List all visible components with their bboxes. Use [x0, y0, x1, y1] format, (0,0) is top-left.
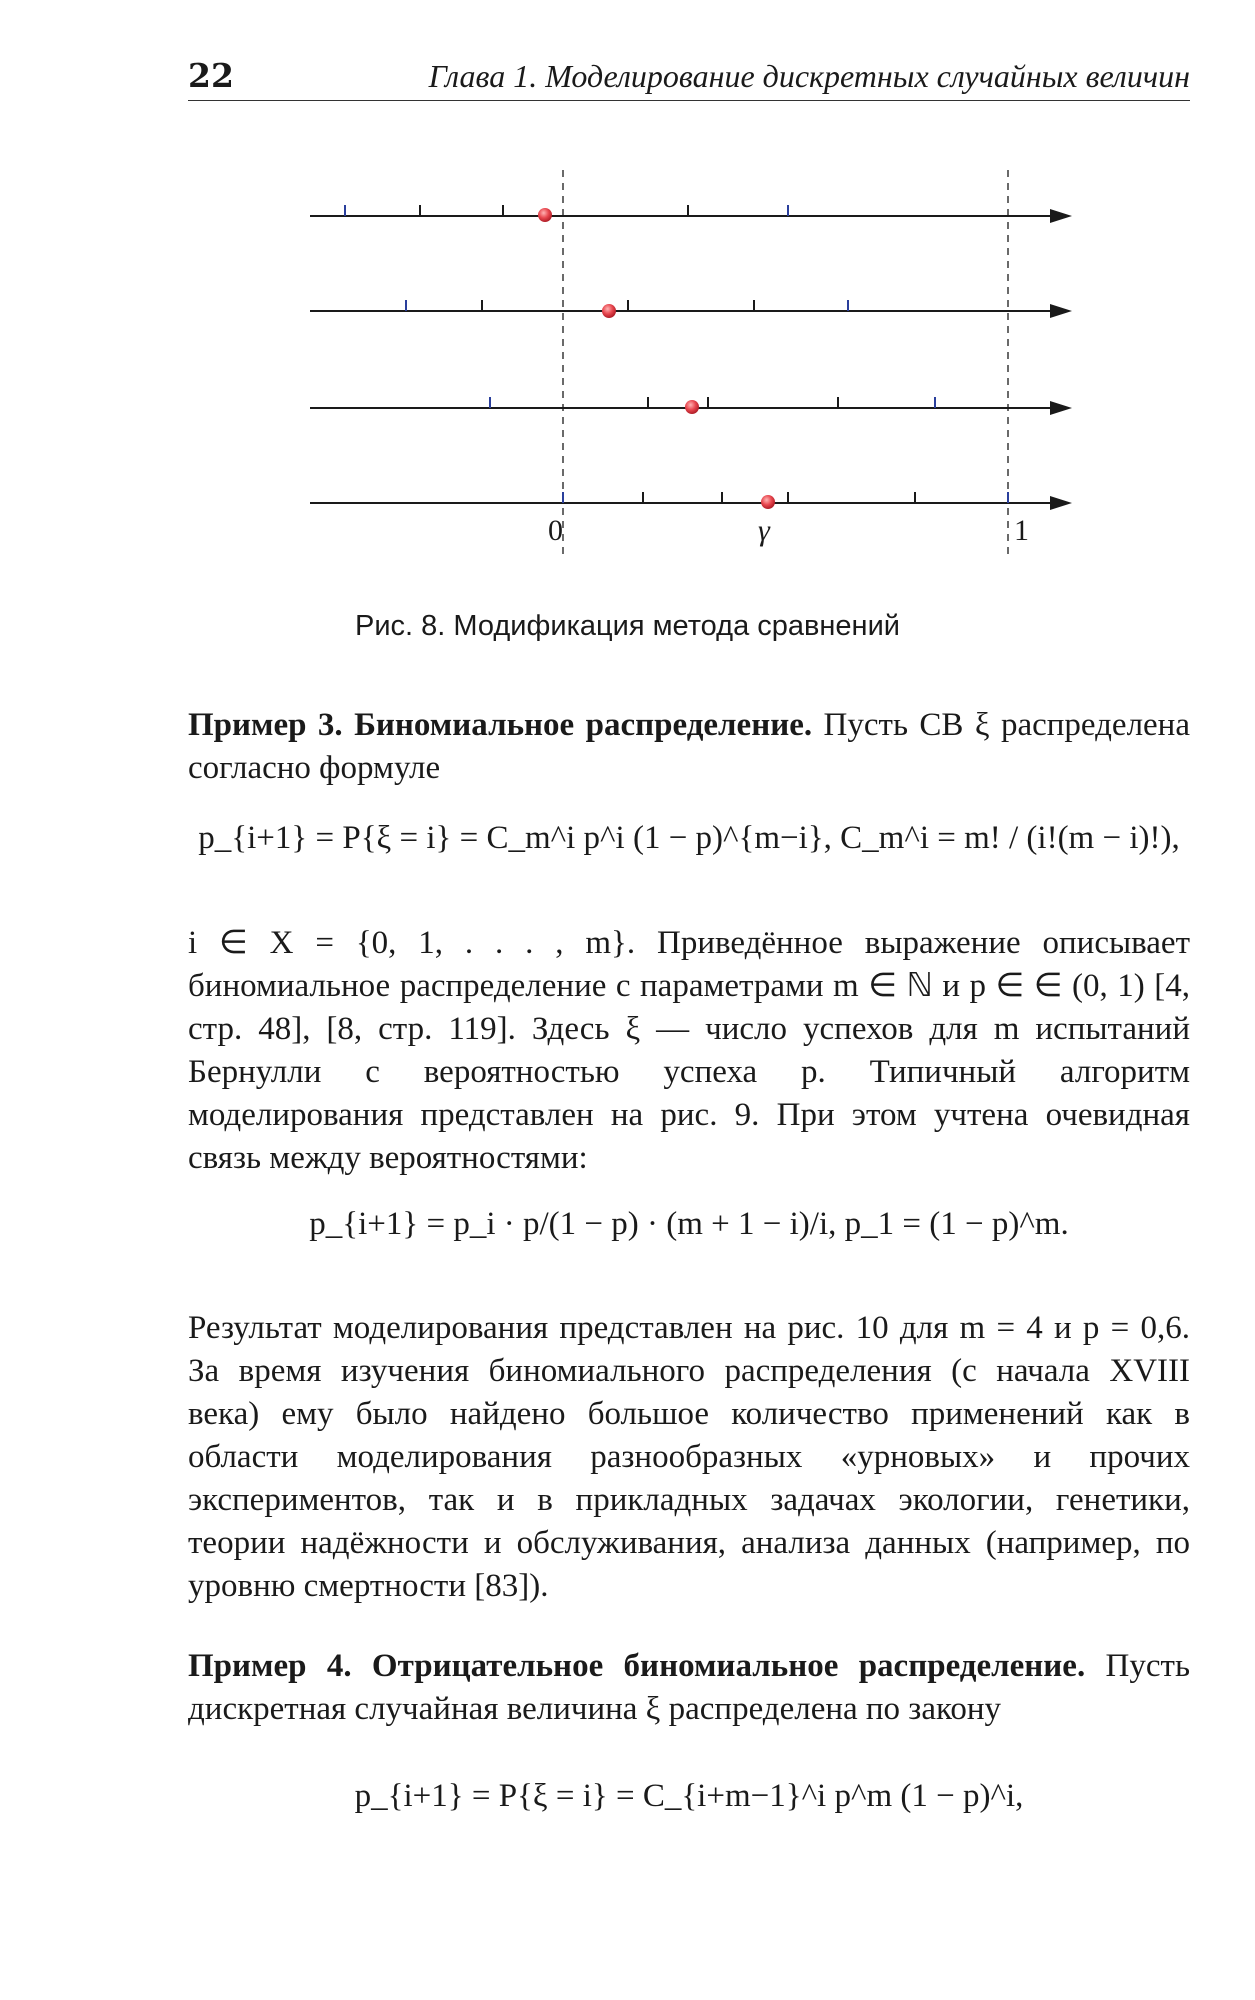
recurrence-formula-text: p_{i+1} = p_i · p/(1 − p) · (m + 1 − i)/i, p_1 = (1 − p)^m.	[309, 1206, 1069, 1242]
axis-arrow-3	[1050, 401, 1072, 415]
example4-intro-text: Пусть дискретная случайная величина ξ распределена по закону	[188, 1648, 1190, 1727]
binomial-formula	[188, 820, 1190, 890]
label-one: 1	[1014, 514, 1029, 547]
negative-binomial-formula	[188, 1778, 1190, 1838]
gamma-point-4	[761, 495, 775, 509]
example3-paragraph2: Результат моделирования представлен на рис. 10 для m = 4 и p = 0,6. За время изучения биномиального распределения (с начала XVIII века) ему было найдено большое количество применений как в области моделирования разнообразных «урновых» и прочих экспериментов, так и в прикладных задачах экологии, генетики, теории надёжности и обслуживания, анализа данных (например, по уровню смертности [83]).	[188, 1310, 1190, 1604]
example3-title: Пример 3. Биномиальное распределение.	[188, 707, 813, 743]
example4-intro	[188, 1645, 1190, 1731]
axis-arrow-1	[1050, 209, 1072, 223]
example3-intro-text: Пусть СВ ξ распределена согласно формуле	[188, 707, 1190, 786]
axis-arrow-4	[1050, 496, 1072, 510]
gamma-point-1	[538, 208, 552, 222]
example3-intro	[188, 704, 1190, 790]
label-gamma: γ	[758, 514, 770, 547]
binomial-formula-text: p_{i+1} = P{ξ = i} = C_m^i p^i (1 − p)^{m−i}, C_m^i = m! / (i!(m − i)!),	[198, 820, 1180, 856]
running-title: Глава 1. Моделирование дискретных случайных величин	[428, 58, 1190, 94]
label-zero: 0	[548, 514, 563, 547]
example4-title: Пример 4. Отрицательное биномиальное распределение.	[188, 1648, 1086, 1684]
gamma-point-3	[685, 400, 699, 414]
figure-caption: Рис. 8. Модификация метода сравнений	[355, 610, 900, 642]
negative-binomial-formula-text: p_{i+1} = P{ξ = i} = C_{i+m−1}^i p^m (1 − p)^i,	[354, 1778, 1024, 1814]
recurrence-formula	[188, 1206, 1190, 1286]
page-number: 22	[188, 56, 234, 95]
axis-arrow-2	[1050, 304, 1072, 318]
gamma-point-2	[602, 304, 616, 318]
example3-paragraph1: i ∈ X = {0, 1, . . . , m}. Приведённое выражение описывает биномиальное распределение с параметрами m ∈ ℕ и p ∈ ∈ (0, 1) [4, стр. 48], [8, стр. 119]. Здесь ξ — число успехов для m испытаний Бернулли с вероятностью успеха p. Типичный алгоритм моделирования представлен на рис. 9. При этом учтена очевидная связь между вероятностями:	[188, 925, 1190, 1176]
comparison-method-figure	[0, 0, 1255, 600]
